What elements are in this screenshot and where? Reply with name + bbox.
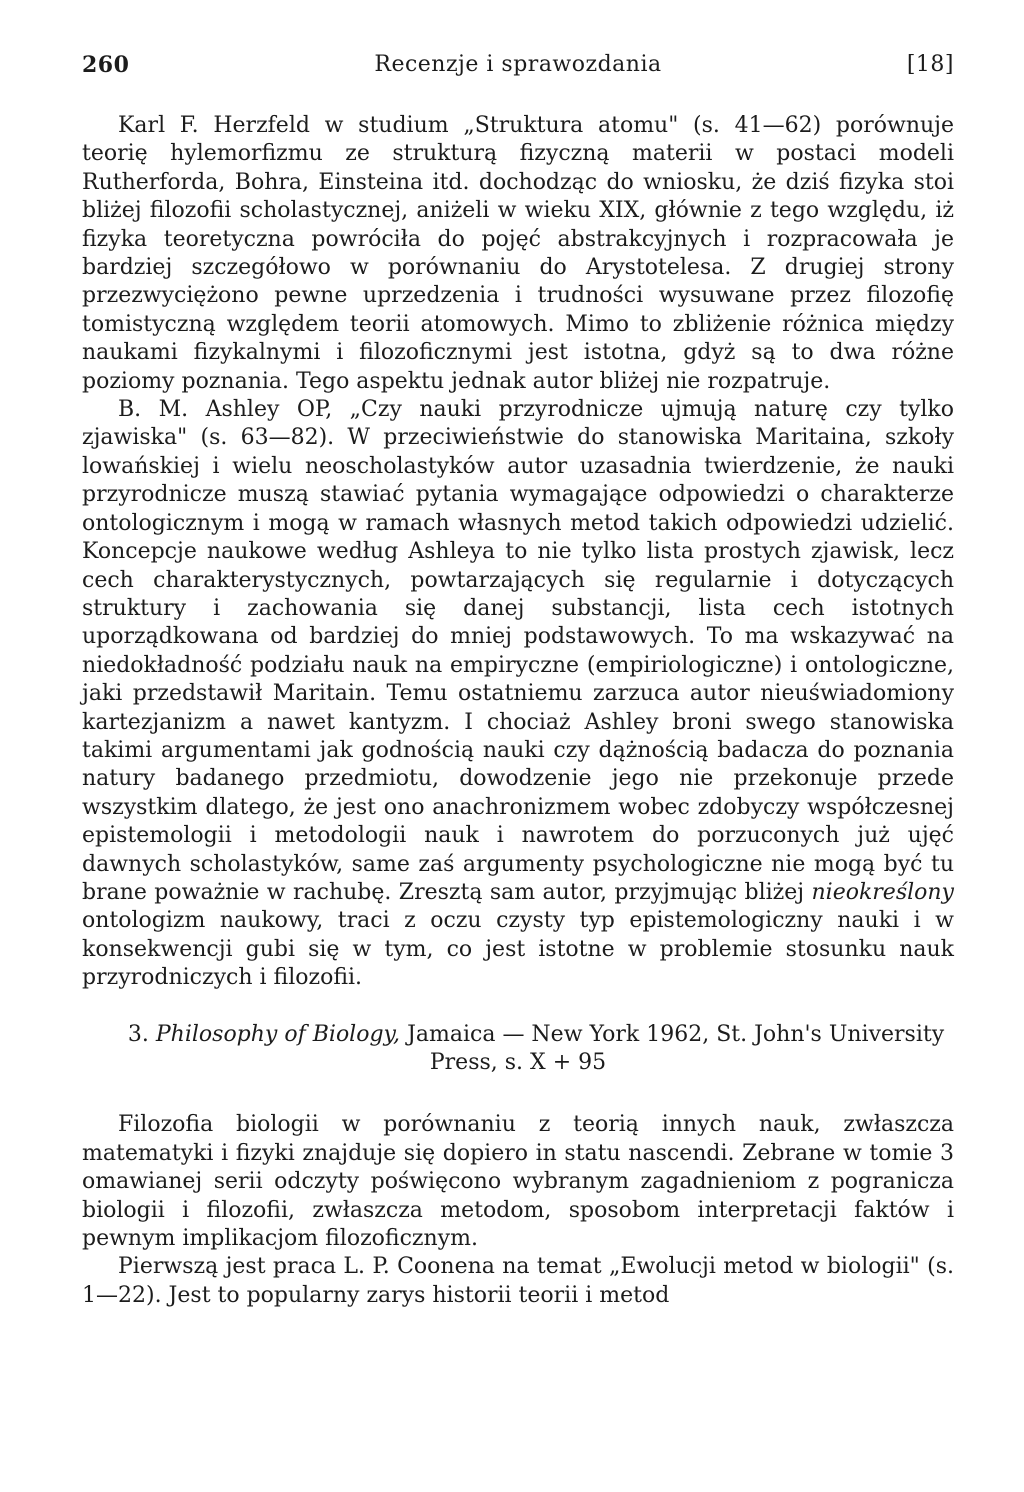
paragraph-herzfeld: Karl F. Herzfeld w studium „Struktura atomu" (s. 41—62) porównuje teorię hylemorfizmu ze strukturą fizyczną materii w postaci modeli Rutherforda, Bohra, Einsteina itd. dochodząc do wniosku, że dziś fizyka stoi bliżej filozofii scholastycznej, aniżeli w wieku XIX, głównie z tego względu, iż fizyka teoretyczna powróciła do pojęć abstrakcyjnych i rozpracowała je bardziej szczegółowo w porównaniu do Arystotelesa. Z drugiej strony przezwyciężono pewne uprzedzenia i trudności wysuwane przez filozofię tomistyczną względem teorii atomowych. Mimo to zbliżenie różnica między naukami fizykalnymi i filozoficznymi jest istotna, gdyż są to dwa różne poziomy poznania. Tego aspektu jednak autor bliżej nie rozpatruje. bbox=[82, 113, 954, 394]
paragraph-ashley bbox=[82, 396, 954, 993]
book-title: Philosophy of Biology, bbox=[155, 1021, 401, 1047]
paragraph-ashley-part-1: B. M. Ashley OP, „Czy nauki przyrodnicze ujmują naturę czy tylko zjawiska" (s. 63—82). W przeciwieństwie do stanowiska Maritaina, szkoły lowańskiej i wielu neoscholastyków autor uzasadnia twierdzenie, że nauki przyrodnicze muszą stawiać pytania wymagające odpowiedzi o charakterze ontologicznym i mogą w ramach własnych metod takich odpowiedzi udzielić. Koncepcje naukowe według Ashleya to nie tylko lista prostych zjawisk, lecz cech charakterystycznych, powtarzających się regularnie i dotyczących struktury i zachowania się danej substancji, lista cech istotnych uporządkowana od bardziej do mniej podstawowych. To ma wskazywać na niedokładność podziału nauk na empiryczne (empiriologiczne) i ontologiczne, jaki przedstawił Maritain. Temu ostatniemu zarzuca autor nieuświadomiony kartezjanizm a nawet kantyzm. I chociaż Ashley broni swego stanowiska takimi argumentami jak godnością nauki czy dążnością badacza do poznania natury badanego przedmiotu, dowodzenie jego nie przekonuje przede wszystkim dlatego, że jest ono anachronizmem wobec zdobyczy współczesnej epistemologii i metodologii nauk i nawrotem do porzuconych już ujęć dawnych scholastyków, same zaś argumenty psychologiczne nie mogą być tu brane poważnie w rachubę. Zresztą sam autor, przyjmując bliżej bbox=[82, 397, 954, 905]
section-number: 3. bbox=[127, 1021, 149, 1047]
paragraph-coonen: Pierwszą jest praca L. P. Coonena na temat „Ewolucji metod w biologii" (s. 1—22). Jest to popularny zarys historii teorii i metod bbox=[82, 1254, 954, 1308]
book-details: Jamaica — New York 1962, St. John's University Press, s. X + 95 bbox=[407, 1021, 945, 1075]
paragraph-ashley-italic: nieokreślony bbox=[811, 879, 954, 905]
paragraph-ashley-part-2: ontologizm naukowy, traci z oczu czysty typ epistemologiczny nauki i w konsekwencji gubi się w tym, co jest istotne w problemie stosunku nauk przyrodniczych i filozofii. bbox=[82, 908, 954, 991]
running-header bbox=[82, 52, 954, 86]
running-title: Recenzje i sprawozdania bbox=[374, 52, 662, 77]
section-heading bbox=[82, 1021, 954, 1078]
page-number: 260 bbox=[82, 52, 130, 78]
spacer bbox=[82, 993, 954, 1021]
paragraph-intro: Filozofia biologii w porównaniu z teorią innych nauk, zwłaszcza matematyki i fizyki znajduje się dopiero in statu nascendi. Zebrane w tomie 3 omawianej serii odczyty poświęcono wybranym zagadnieniom z pogranicza biologii i filozofii, zwłaszcza metodom, sposobom interpretacji faktów i pewnym implikacjom filozoficznym. bbox=[82, 1112, 954, 1252]
spacer bbox=[82, 1077, 954, 1111]
section-mark: [18] bbox=[906, 52, 954, 77]
main-text bbox=[82, 112, 954, 1310]
